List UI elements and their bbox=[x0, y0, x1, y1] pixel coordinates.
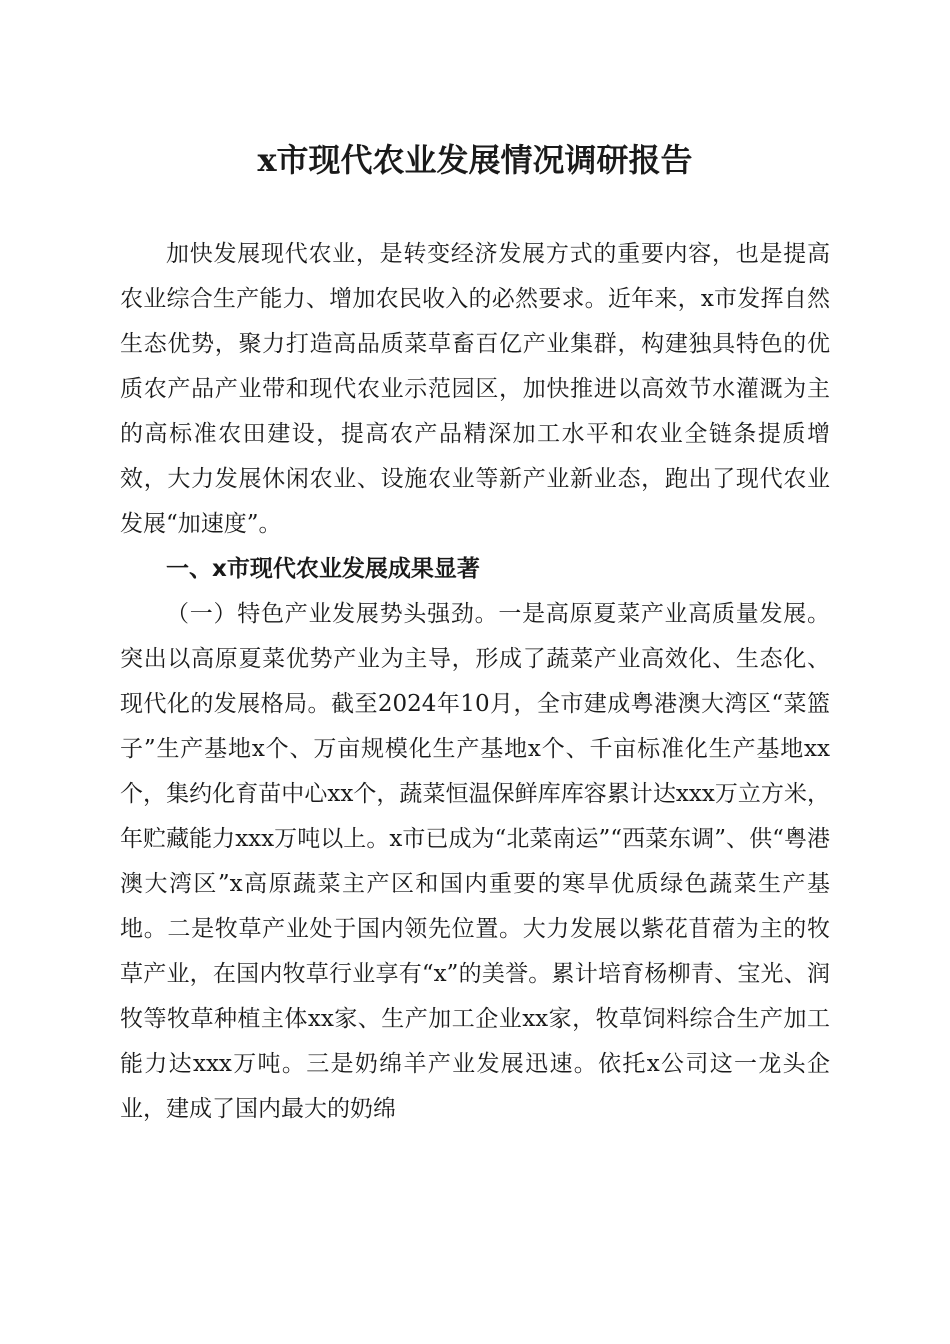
document-title: x市现代农业发展情况调研报告 bbox=[257, 141, 693, 179]
section-1-1-paragraph bbox=[120, 592, 830, 1132]
section-1-1-body: 一是高原夏菜产业高质量发展。突出以高原夏菜优势产业为主导，形成了蔬菜产业高效化、生态化、现代化的发展格局。截至2024年10月，全市建成粤港澳大湾区“菜篮子”生产基地x个、万亩规模化生产基地x个、千亩标准化生产基地xx个，集约化育苗中心xx个，蔬菜恒温保鲜库库容累计达xxx万立方米，年贮藏能力xxx万吨以上。x市已成为“北菜南运”“西菜东调”、供“粤港澳大湾区”x高原蔬菜主产区和国内重要的寒旱优质绿色蔬菜生产基地。二是牧草产业处于国内领先位置。大力发展以紫花苜蓿为主的牧草产业，在国内牧草行业享有“x”的美誉。累计培育杨柳青、宝光、润牧等牧草种植主体xx家、生产加工企业xx家，牧草饲料综合生产加工能力达xxx万吨。三是奶绵羊产业发展迅速。依托x公司这一龙头企业，建成了国内最大的奶绵 bbox=[120, 601, 831, 1122]
document-body bbox=[120, 232, 830, 1132]
section-1-1-heading: （一）特色产业发展势头强劲。 bbox=[166, 601, 499, 627]
intro-paragraph: 加快发展现代农业，是转变经济发展方式的重要内容，也是提高农业综合生产能力、增加农民收入的必然要求。近年来，x市发挥自然生态优势，聚力打造高品质菜草畜百亿产业集群，构建独具特色的优质农产品产业带和现代农业示范园区，加快推进以高效节水灌溉为主的高标准农田建设，提高农产品精深加工水平和农业全链条提质增效，大力发展休闲农业、设施农业等新产业新业态，跑出了现代农业发展“加速度”。 bbox=[120, 241, 830, 537]
section-1-heading: 一、x市现代农业发展成果显著 bbox=[166, 556, 480, 582]
